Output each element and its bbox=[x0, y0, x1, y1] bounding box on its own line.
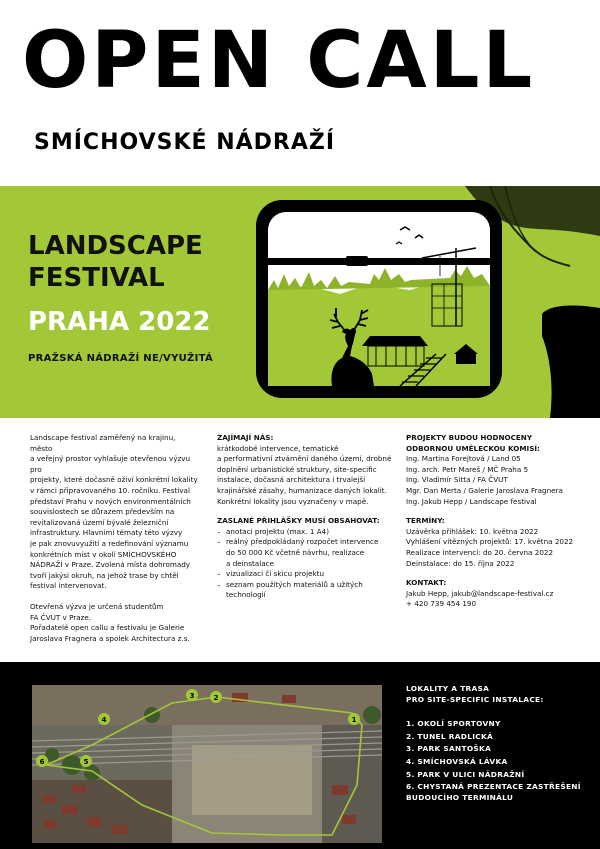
festival-city-year: PRAHA 2022 bbox=[28, 307, 211, 337]
text-line: projekty, které dočasně oživí konkrétní lokality bbox=[30, 475, 198, 485]
date-line: Deinstalace: do 15. října 2022 bbox=[406, 558, 515, 568]
map-marker: 3 bbox=[189, 692, 195, 700]
jury-heading: ODBORNOU UMĚLECKOU KOMISÍ: bbox=[406, 443, 540, 453]
poster-subtitle: SMÍCHOVSKÉ NÁDRAŽÍ bbox=[34, 130, 336, 155]
contact-section bbox=[406, 578, 586, 610]
organizer-paragraph bbox=[30, 602, 200, 644]
text-line: festival intervenovat. bbox=[30, 581, 107, 591]
text-line: představí Prahu v nových environmentálních bbox=[30, 496, 191, 506]
intro-paragraph bbox=[30, 433, 200, 592]
date-line: Uzávěrka přihlášek: 10. května 2022 bbox=[406, 526, 539, 536]
interest-heading: ZAJÍMAJÍ NÁS: bbox=[217, 433, 274, 442]
text-line: – seznam použitých materiálů a užitých bbox=[226, 579, 363, 589]
list-item bbox=[217, 580, 397, 601]
text-line: technologií bbox=[226, 590, 266, 600]
list-item bbox=[217, 527, 397, 538]
jury-member: Ing. arch. Petr Mareš / MČ Praha 5 bbox=[406, 464, 529, 474]
map-marker: 4 bbox=[101, 716, 107, 724]
text-line: revitalizovaná území bývalé železniční bbox=[30, 517, 169, 527]
text-line: FA ČVUT v Praze. bbox=[30, 612, 92, 622]
festival-name-line2: FESTIVAL bbox=[28, 263, 165, 293]
text-line: Landscape festival zaměřený na krajinu, město bbox=[30, 433, 176, 453]
jury-column bbox=[406, 433, 586, 619]
intro-column bbox=[30, 433, 200, 654]
locations-list bbox=[406, 719, 591, 803]
dates-section bbox=[406, 516, 586, 569]
dates-heading: TERMÍNY: bbox=[406, 516, 445, 526]
text-line: Jaroslava Fragnera a spolek Architectura z.s. bbox=[30, 633, 190, 643]
text-line: instalace, dočasná architektura i trvalejší bbox=[217, 475, 366, 485]
map-marker: 5 bbox=[83, 758, 89, 766]
contact-phone: + 420 739 454 190 bbox=[406, 599, 477, 609]
map-marker: 2 bbox=[213, 694, 219, 702]
map-marker: 1 bbox=[351, 716, 357, 724]
text-line: v rámci připravovaného 10. ročníku. Festival bbox=[30, 485, 190, 495]
text-line: Konkrétní lokality jsou vyznačeny v mapě. bbox=[217, 496, 369, 506]
text-line: PRO SITE-SPECIFIC INSTALACE: bbox=[406, 694, 544, 704]
list-item bbox=[217, 569, 397, 580]
location-item: 3. PARK SANTOŠKA bbox=[406, 744, 492, 754]
location-item: 1. OKOLÍ SPORTOVNY bbox=[406, 719, 501, 729]
contact-email[interactable]: Jakub Hepp, jakub@landscape-festival.cz bbox=[406, 588, 554, 598]
interest-section bbox=[217, 433, 397, 507]
jury-member: Mgr. Dan Merta / Galerie Jaroslava Fragnera bbox=[406, 485, 563, 495]
jury-heading: PROJEKTY BUDOU HODNOCENY bbox=[406, 433, 533, 442]
requirements-column bbox=[217, 433, 397, 610]
text-line: souvislostech se důrazem především na bbox=[30, 507, 175, 517]
jury-section bbox=[406, 433, 586, 507]
text-line: je pak znovuvyužití a redefinování významu bbox=[30, 538, 189, 548]
aerial-route-map bbox=[32, 685, 382, 843]
locations-legend bbox=[406, 684, 591, 805]
submission-list bbox=[217, 527, 397, 601]
contact-heading: KONTAKT: bbox=[406, 578, 447, 588]
text-line: krajinářské zásahy, humanizace daných lokalit. bbox=[217, 485, 387, 495]
text-line: konkrétních míst v okolí SMÍCHOVSKÉHO bbox=[30, 549, 177, 559]
submission-heading: ZASLANÉ PŘIHLÁŠKY MUSÍ OBSAHOVAT: bbox=[217, 516, 380, 526]
text-line: – vizualizaci či skicu projektu bbox=[226, 569, 325, 579]
list-item bbox=[217, 537, 397, 569]
jury-member: Ing. Vladimír Sitta / FA ČVUT bbox=[406, 475, 508, 485]
text-line: – anotaci projektu (max. 1 A4) bbox=[226, 526, 329, 536]
text-line: – reálný předpokládaný rozpočet intervence bbox=[226, 537, 379, 547]
text-line: a veřejný prostor vyhlašuje otevřenou výzvu pro bbox=[30, 454, 191, 474]
location-item: 2. TUNEL RADLICKÁ bbox=[406, 731, 494, 741]
text-line: a deinstalace bbox=[226, 558, 274, 568]
festival-name-line1: LANDSCAPE bbox=[28, 231, 203, 261]
location-item: BUDOUCÍHO TERMINÁLU bbox=[406, 792, 514, 802]
text-line: a performativní ztvárnění daného území, drobné bbox=[217, 454, 392, 464]
location-item: 6. CHYSTANÁ PREZENTACE ZASTŘEŠENÍ bbox=[406, 782, 581, 792]
date-line: Realizace intervencí: do 20. června 2022 bbox=[406, 547, 554, 557]
text-line: infrastruktury. Hlavními tématy této výzvy bbox=[30, 528, 183, 538]
text-line: Otevřená výzva je určená studentům bbox=[30, 601, 164, 611]
jury-member: Ing. Martina Forejtová / Land 05 bbox=[406, 454, 521, 464]
festival-tagline: PRAŽSKÁ NÁDRAŽÍ NE/VYUŽITÁ bbox=[28, 353, 214, 364]
text-line: Pořadatelé open callu a festivalu je Galerie bbox=[30, 623, 185, 633]
location-item: 5. PARK V ULICI NÁDRAŽNÍ bbox=[406, 769, 525, 779]
text-line: krátkodobé intervence, tematické bbox=[217, 443, 339, 453]
submission-section bbox=[217, 516, 397, 601]
text-line: NÁDRAŽÍ v Praze. Zvolená místa dohromady bbox=[30, 560, 191, 570]
locations-heading bbox=[406, 684, 591, 705]
train-window-illustration bbox=[250, 186, 600, 418]
map-marker: 6 bbox=[39, 758, 45, 766]
jury-member: Ing. Jakub Hepp / Landscape festival bbox=[406, 496, 537, 506]
text-line: tvoří jakýsi okruh, na jehož trase by chtěl bbox=[30, 570, 179, 580]
location-item: 4. SMÍCHOVSKÁ LÁVKA bbox=[406, 756, 508, 766]
text-line: do 50 000 Kč včetně návrhu, realizace bbox=[226, 547, 365, 557]
text-line: LOKALITY A TRASA bbox=[406, 684, 490, 693]
poster-title: OPEN CALL bbox=[22, 16, 536, 106]
date-line: Vyhlášení vítězných projektů: 17. května 2022 bbox=[406, 537, 574, 547]
text-line: doplnění urbanistické struktury, site-specific bbox=[217, 464, 377, 474]
